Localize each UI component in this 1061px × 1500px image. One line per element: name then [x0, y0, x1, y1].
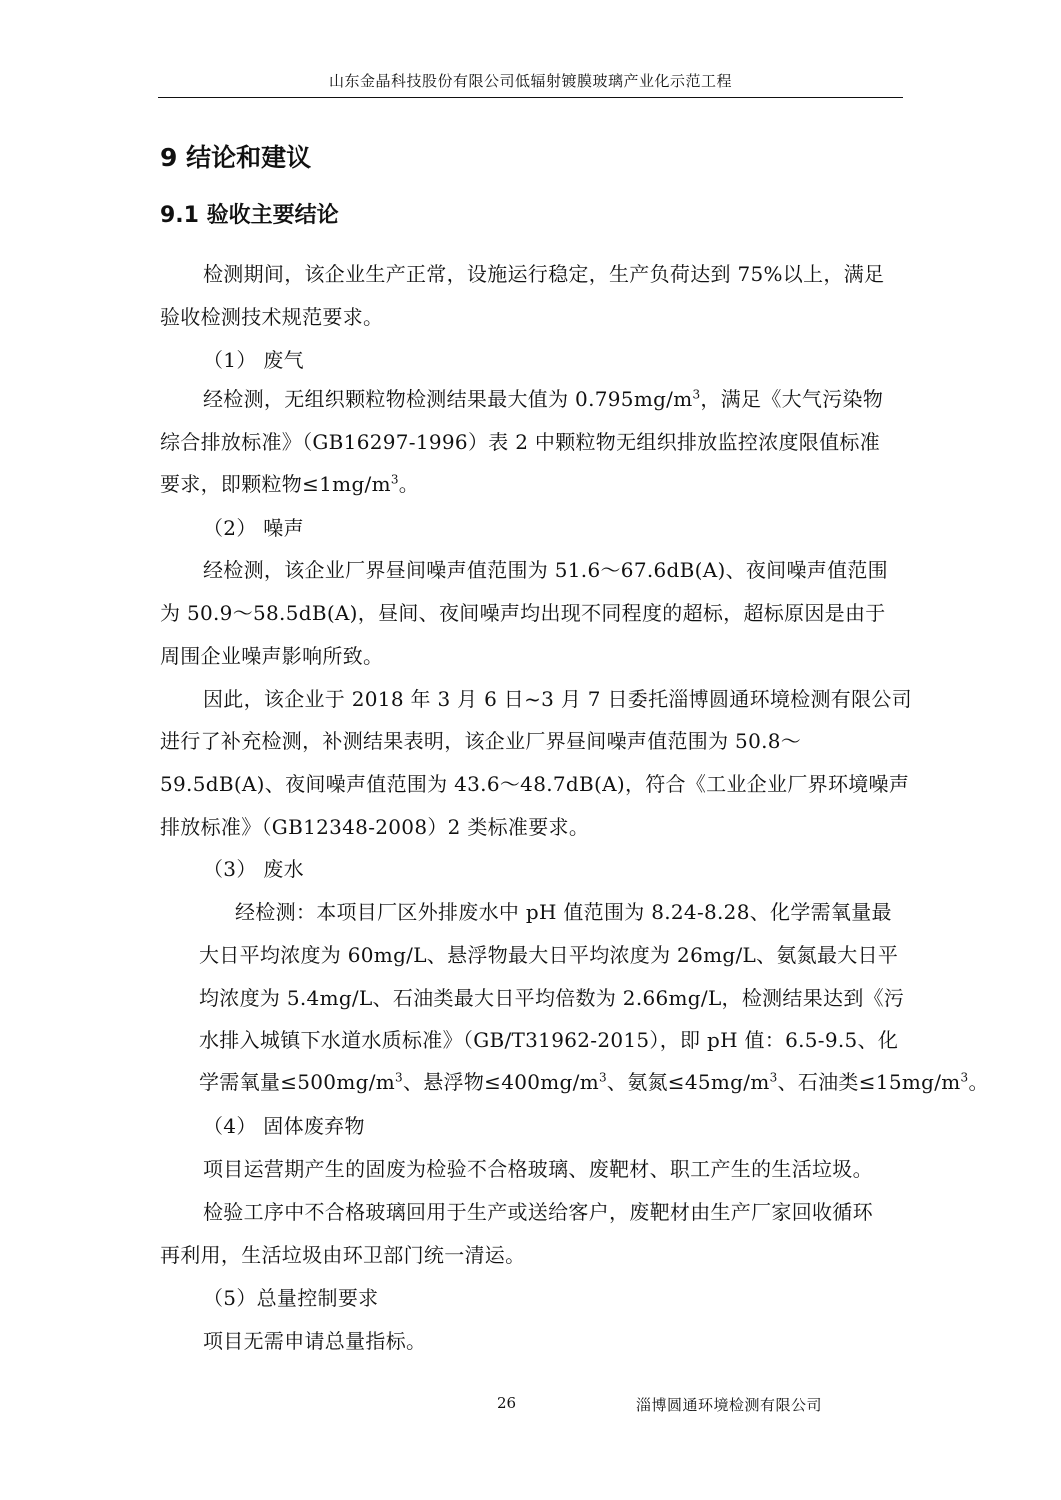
chapter-heading: 9 结论和建议: [160, 143, 312, 172]
solid-waste-title: （4） 固体废弃物: [203, 1114, 365, 1138]
solid-waste-line-1: 项目运营期产生的固废为检验不合格玻璃、废靶材、职工产生的生活垃圾。: [203, 1157, 873, 1181]
noise-line-4: 因此，该企业于 2018 年 3 月 6 日~3 月 7 日委托淄博圆通环境检测有限公司: [203, 687, 912, 711]
noise-title: （2） 噪声: [203, 516, 304, 540]
intro-line-2: 验收检测技术规范要求。: [160, 305, 384, 329]
page-header: 山东金晶科技股份有限公司低辐射镀膜玻璃产业化示范工程: [328, 72, 732, 90]
noise-line-6: 59.5dB(A)、夜间噪声值范围为 43.6～48.7dB(A)，符合《工业企业厂界环境噪声: [160, 772, 910, 796]
section-heading: 9.1 验收主要结论: [160, 203, 339, 228]
intro-line-1: 检测期间，该企业生产正常，设施运行稳定，生产负荷达到 75%以上，满足: [203, 262, 885, 286]
noise-line-3: 周围企业噪声影响所致。: [160, 644, 384, 668]
waste-water-line-4: 水排入城镇下水道水质标准》（GB/T31962-2015），即 pH 值：6.5-9.5、化: [199, 1028, 899, 1052]
total-control-line-1: 项目无需申请总量指标。: [203, 1329, 427, 1353]
waste-gas-line-2: 综合排放标准》（GB16297-1996）表 2 中颗粒物无组织排放监控浓度限值标准: [160, 430, 880, 454]
noise-line-2: 为 50.9～58.5dB(A)，昼间、夜间噪声均出现不同程度的超标，超标原因是由于: [160, 601, 886, 625]
solid-waste-line-3: 再利用，生活垃圾由环卫部门统一清运。: [160, 1243, 526, 1267]
waste-gas-line-3: 要求，即颗粒物$\le 1mg/m^3$。: [160, 472, 420, 496]
waste-water-line-1: 经检测：本项目厂区外排废水中 pH 值范围为 8.24-8.28、化学需氧量最: [235, 900, 892, 924]
page-number: 26: [497, 1394, 517, 1412]
noise-line-7: 排放标准》（GB12348-2008）2 类标准要求。: [160, 815, 590, 839]
waste-water-line-2: 大日平均浓度为 60mg/L、悬浮物最大日平均浓度为 26mg/L、氨氮最大日平: [199, 943, 899, 967]
noise-line-5: 进行了补充检测，补测结果表明，该企业厂界昼间噪声值范围为 50.8～: [160, 729, 802, 753]
total-control-title: （5）总量控制要求: [203, 1286, 379, 1310]
waste-water-line-3: 均浓度为 5.4mg/L、石油类最大日平均倍数为 2.66mg/L，检测结果达到《污: [199, 986, 905, 1010]
noise-line-1: 经检测，该企业厂界昼间噪声值范围为 51.6～67.6dB(A)、夜间噪声值范围: [203, 558, 888, 582]
footer-organization: 淄博圆通环境检测有限公司: [636, 1396, 823, 1414]
header-rule: [158, 97, 903, 98]
solid-waste-line-2: 检验工序中不合格玻璃回用于生产或送给客户，废靶材由生产厂家回收循环: [203, 1200, 873, 1224]
waste-water-title: （3） 废水: [203, 857, 304, 881]
waste-water-line-5: 学需氧量$\le 500mg/m^3$、悬浮物$\le 400mg/m^3$、氨氮$\le 45mg/m^3$、石油类$\le 15mg/m^3$。: [199, 1070, 989, 1094]
waste-gas-line-1: 经检测，无组织颗粒物检测结果最大值为 $0.795mg/m^3$，满足《大气污染物: [203, 387, 884, 411]
waste-gas-title: （1） 废气: [203, 348, 304, 372]
